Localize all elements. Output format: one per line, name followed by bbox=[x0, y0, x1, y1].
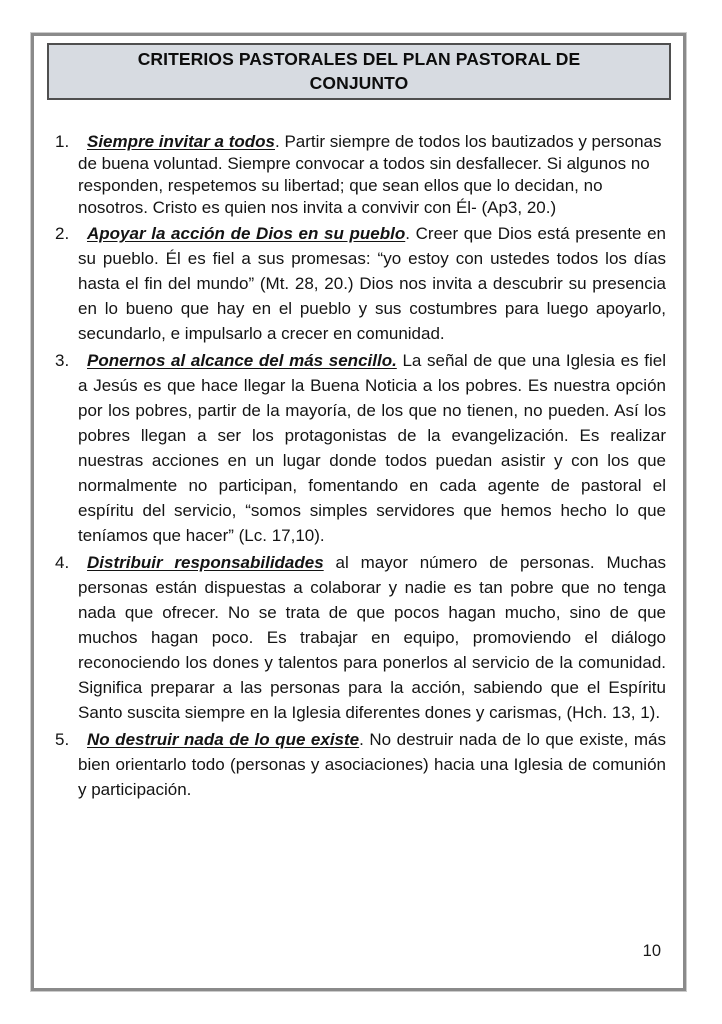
item-number: 1. bbox=[55, 132, 70, 151]
item-text: . No destruir nada de lo que existe, más bien orientarlo todo (personas y asociaciones) hacia una Iglesia de comunión y participación. bbox=[78, 730, 666, 799]
item-number: 4. bbox=[55, 553, 70, 572]
item-lead: No destruir nada de lo que existe bbox=[87, 730, 360, 749]
list-item bbox=[54, 727, 666, 802]
criteria-list bbox=[34, 131, 683, 802]
item-paragraph bbox=[78, 348, 666, 548]
item-number: 2. bbox=[55, 224, 70, 243]
item-text: . Partir siempre de todos los bautizados y personas de buena voluntad. Siempre convocar a todos sin desfallecer. Si algunos no responden, respetemos su libertad; que sean ellos que lo decidan, no nosotros. Cristo es quien nos invita a convivir con Él- (Ap3, 20.) bbox=[78, 132, 662, 217]
item-lead: Siempre invitar a todos bbox=[87, 132, 275, 151]
item-lead: Apoyar la acción de Dios en su pueblo bbox=[87, 224, 406, 243]
list-item bbox=[54, 221, 666, 346]
item-text: . Creer que Dios está presente en su pueblo. Él es fiel a sus promesas: “yo estoy con ustedes todos los días hasta el fin del mundo” (Mt. 28, 20.) Dios nos invita a descubrir su presencia en lo bueno que hay en el pueblo y sus costumbres para luego apoyarlo, secundarlo, e impulsarlo a crecer en comunidad. bbox=[78, 224, 666, 343]
list-item bbox=[54, 348, 666, 548]
item-paragraph bbox=[78, 131, 666, 219]
item-paragraph bbox=[78, 727, 666, 802]
document-title-line1: CRITERIOS PASTORALES DEL PLAN PASTORAL DE bbox=[137, 49, 581, 69]
document-title-line2: CONJUNTO bbox=[309, 73, 409, 93]
list-item bbox=[54, 550, 666, 725]
title-box bbox=[47, 43, 671, 100]
list-item bbox=[54, 131, 666, 219]
item-number: 5. bbox=[55, 730, 70, 749]
item-paragraph bbox=[78, 221, 666, 346]
document-page bbox=[31, 33, 686, 991]
item-number: 3. bbox=[55, 351, 70, 370]
item-text: La señal de que una Iglesia es fiel a Jesús es que hace llegar la Buena Noticia a los pobres. Es nuestra opción por los pobres, partir de la mayoría, de los que no tienen, no pueden. Así los pobres llegan a ser los protagonistas de la evangelización. Es realizar nuestras acciones en un lugar donde todos puedan asistir y con los que normalmente no participan, fomentando en cada agente de pastoral el espíritu del servicio, “somos simples servidores que hemos hecho lo que teníamos que hacer” (Lc. 17,10). bbox=[78, 351, 666, 545]
item-lead: Ponernos al alcance del más sencillo. bbox=[87, 351, 397, 370]
item-paragraph bbox=[78, 550, 666, 725]
item-text: al mayor número de personas. Muchas personas están dispuestas a colaborar y nadie es tan pobre que no tenga nada que ofrecer. No se trata de que pocos hagan mucho, sino de que muchos hagan poco. Es trabajar en equipo, promoviendo el diálogo reconociendo los dones y talentos para ponerlos al servicio de la comunidad. Significa preparar a las personas para la acción, sabiendo que el Espíritu Santo suscita siempre en la Iglesia diferentes dones y carismas, (Hch. 13, 1). bbox=[78, 553, 666, 722]
page-number: 10 bbox=[642, 942, 661, 960]
item-lead: Distribuir responsabilidades bbox=[87, 553, 324, 572]
